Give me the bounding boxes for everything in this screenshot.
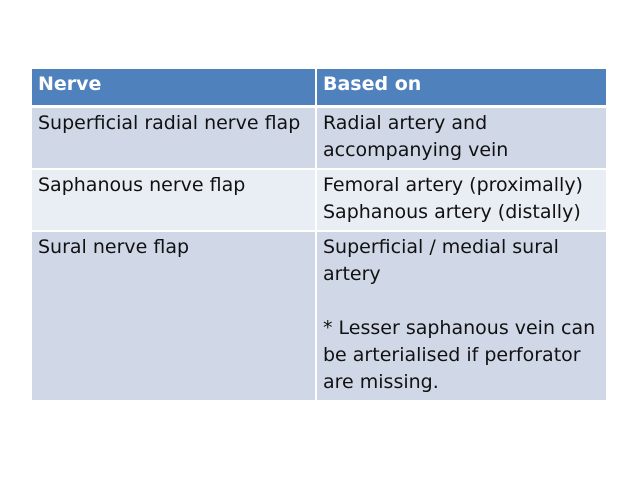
cell-nerve: Saphanous nerve flap — [32, 169, 316, 231]
cell-based-on: Radial artery and accompanying vein — [316, 107, 606, 170]
header-nerve: Nerve — [32, 69, 316, 107]
cell-nerve: Sural nerve flap — [32, 231, 316, 400]
cell-based-on: Superficial / medial sural artery * Lesser saphanous vein can be arterialised if perforator are missing. — [316, 231, 606, 400]
table-header-row — [32, 69, 606, 107]
table-row — [32, 169, 606, 231]
header-based-on: Based on — [316, 69, 606, 107]
nerve-flap-table — [32, 69, 606, 400]
table-row — [32, 231, 606, 400]
cell-nerve: Superficial radial nerve flap — [32, 107, 316, 170]
table-row — [32, 107, 606, 170]
cell-based-on: Femoral artery (proximally) Saphanous artery (distally) — [316, 169, 606, 231]
